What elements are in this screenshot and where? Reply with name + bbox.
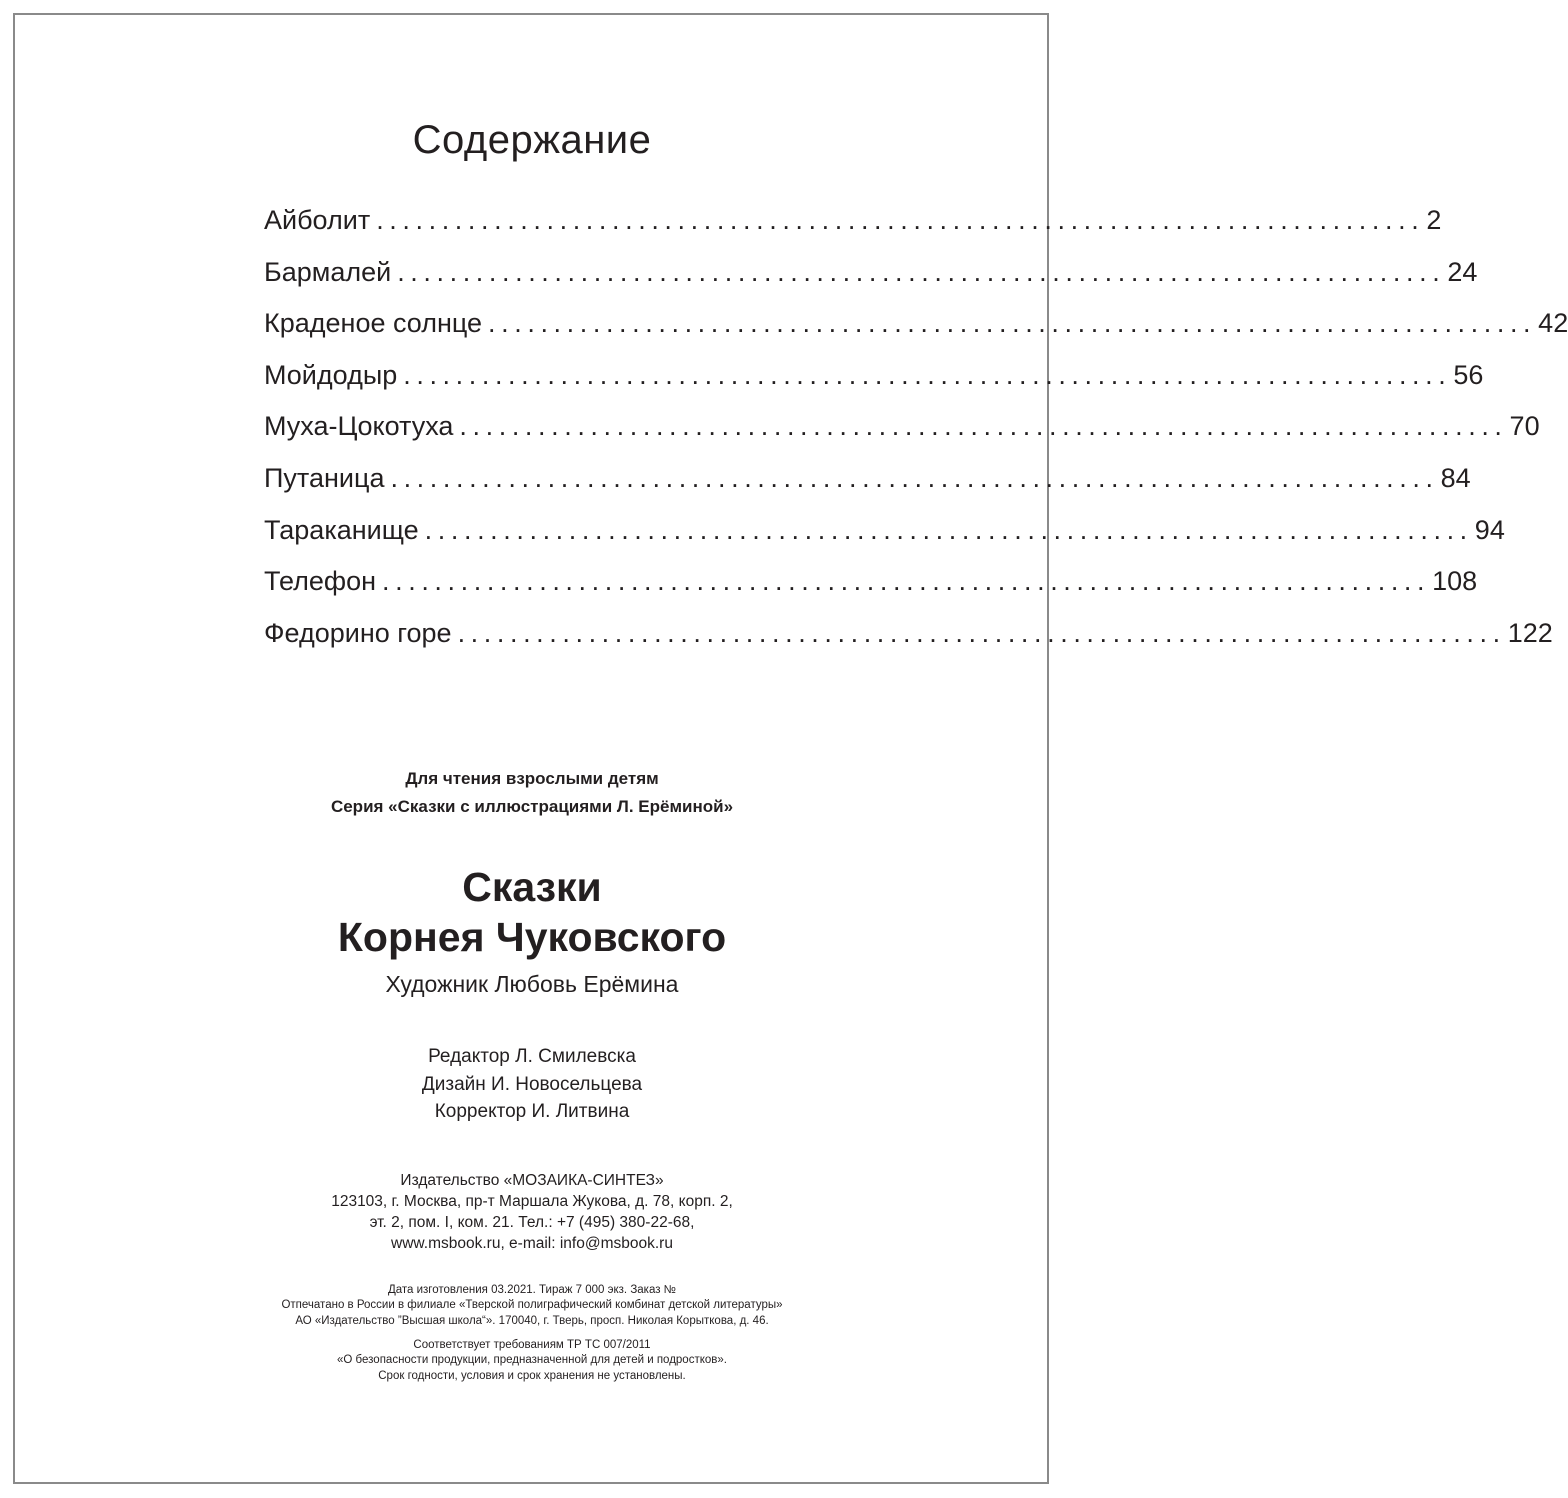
toc-item-leader: ................................................................................ <box>397 256 1446 287</box>
toc-item-leader: ................................................................................ <box>376 205 1425 235</box>
toc-item-page: 56 <box>1453 359 1484 390</box>
book-title <box>0 862 1064 962</box>
proofreader-credit: Корректор И. Литвина <box>434 1101 630 1122</box>
toc-title: Содержание <box>412 118 652 162</box>
toc-item-page: 94 <box>1474 514 1505 545</box>
toc-item[interactable] <box>264 299 1568 351</box>
toc-item-name: Айболит <box>264 205 371 235</box>
editor-credit: Редактор Л. Смилевска <box>428 1046 636 1067</box>
toc-item[interactable] <box>264 454 1471 506</box>
audience-block <box>0 765 1064 821</box>
toc-item-leader: ................................................................................ <box>390 462 1439 493</box>
toc-item[interactable] <box>264 609 1553 661</box>
compliance-line-2: «О безопасности продукции, предназначенной для детей и подростков». <box>337 1354 727 1367</box>
toc-item-name: Путаница <box>264 462 385 493</box>
series-line: Серия «Сказки с иллюстрациями Л. Ерёминой» <box>330 797 734 816</box>
toc-list <box>264 196 1568 660</box>
toc-item-page: 24 <box>1447 256 1478 287</box>
toc-item[interactable] <box>264 506 1505 558</box>
artist-credit: Художник Любовь Ерёмина <box>385 971 679 997</box>
toc-item-page: 122 <box>1507 617 1553 648</box>
toc-item-name: Муха-Цокотуха <box>264 411 454 442</box>
toc-item-page: 70 <box>1509 411 1540 442</box>
toc-item-leader: ................................................................................ <box>424 514 1473 545</box>
toc-item-page: 2 <box>1426 205 1442 235</box>
toc-item-leader: ................................................................................ <box>459 411 1508 442</box>
publisher-contacts: www.msbook.ru, e-mail: info@msbook.ru <box>391 1235 673 1252</box>
toc-item-leader: ................................................................................ <box>403 359 1452 390</box>
credits-block <box>0 1043 1064 1126</box>
toc-item-name: Федорино горе <box>264 617 452 648</box>
publisher-name: Издательство «МОЗАИКА-СИНТЕЗ» <box>400 1172 664 1189</box>
toc-item-leader: ................................................................................ <box>382 566 1431 597</box>
toc-item[interactable] <box>264 196 1442 248</box>
toc-item-leader: ................................................................................ <box>457 617 1506 648</box>
toc-item-name: Краденое солнце <box>264 308 483 339</box>
toc-item-name: Мойдодыр <box>264 359 398 390</box>
publisher-address-2: эт. 2, пом. I, ком. 21. Тел.: +7 (495) 380-22-68, <box>369 1214 695 1231</box>
publisher-address-1: 123103, г. Москва, пр-т Маршала Жукова, д. 78, корп. 2, <box>331 1193 733 1210</box>
book-title-line-2: Корнея Чуковского <box>337 914 727 960</box>
toc-item-name: Бармалей <box>264 256 392 287</box>
compliance-line-1: Соответствует требованиям ТР ТС 007/2011 <box>413 1339 651 1351</box>
toc-item[interactable] <box>264 351 1484 403</box>
compliance-line-3: Срок годности, условия и срок хранения не установлены. <box>378 1369 686 1382</box>
book-title-line-1: Сказки <box>462 864 602 910</box>
compliance-block <box>0 1338 1064 1384</box>
toc-item-page: 84 <box>1440 462 1471 493</box>
toc-item-page: 42 <box>1538 308 1568 339</box>
imprint-block <box>0 1283 1064 1329</box>
audience-line: Для чтения взрослыми детям <box>405 769 659 788</box>
design-credit: Дизайн И. Новосельцева <box>421 1073 643 1095</box>
imprint-line-3: АО «Издательство ”Высшая школа“». 170040, г. Тверь, просп. Николая Корыткова, д. 46. <box>295 1314 769 1327</box>
toc-item-name: Тараканище <box>264 514 419 545</box>
toc-item[interactable] <box>264 248 1478 300</box>
publisher-block <box>0 1170 1064 1254</box>
toc-item-name: Телефон <box>264 566 377 597</box>
imprint-line-2: Отпечатано в России в филиале «Тверской полиграфический комбинат детской литературы» <box>281 1299 783 1312</box>
toc-item-page: 108 <box>1432 566 1478 597</box>
toc-item-leader: ................................................................................ <box>488 308 1537 339</box>
imprint-line-1: Дата изготовления 03.2021. Тираж 7 000 экз. Заказ № <box>387 1284 677 1296</box>
toc-item[interactable] <box>264 557 1478 609</box>
toc-item[interactable] <box>264 402 1540 454</box>
